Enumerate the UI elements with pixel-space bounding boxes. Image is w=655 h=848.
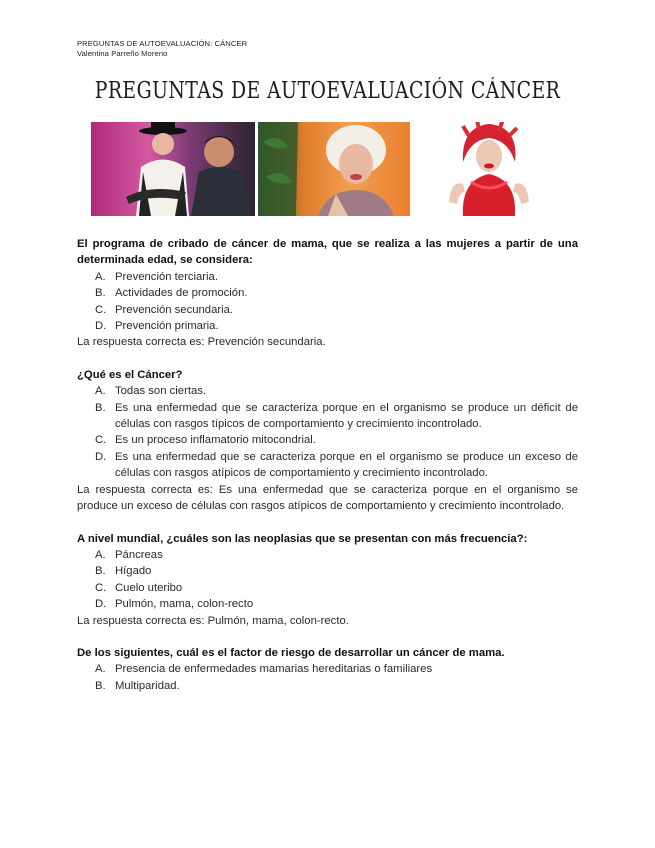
option-1d: D. Prevención primaria. (95, 320, 219, 333)
answer-3: La respuesta correcta es: Pulmón, mama, colon-recto. (77, 614, 349, 627)
question-4: De los siguientes, cuál es el factor de riesgo de desarrollar un cáncer de mama. (77, 646, 505, 659)
options-3 (77, 547, 578, 613)
option-1b: B. Actividades de promoción. (95, 287, 248, 300)
option-3d: D. Pulmón, mama, colon-recto (95, 598, 254, 611)
options-4 (77, 661, 578, 694)
option-3a: A. Páncreas (95, 548, 163, 561)
question-2: ¿Qué es el Cáncer? (77, 368, 183, 381)
question-1: El programa de cribado de cáncer de mama, que se realiza a las mujeres a partir de una determinada edad, se considera: (77, 238, 578, 267)
option-2c: C. Es un proceso inflamatorio mitocondrial. (95, 434, 316, 447)
page-title: PREGUNTAS DE AUTOEVALUACIÓN CÁNCER (94, 78, 561, 104)
question-list (77, 236, 578, 694)
option-3b: B. Hígado (95, 565, 152, 578)
header-title: PREGUNTAS DE AUTOEVALUACIÓN: CÁNCER (77, 39, 248, 48)
option-4a: A. Presencia de enfermedades mamarias hereditarias o familiares (95, 663, 433, 676)
options-2 (77, 383, 578, 481)
photo-2 (258, 122, 410, 216)
option-1a: A. Prevención terciaria. (95, 270, 218, 283)
option-2a: A. Todas son ciertas. (95, 385, 207, 398)
answer-1: La respuesta correcta es: Prevención secundaria. (77, 336, 326, 349)
option-4b: B. Multiparidad. (95, 679, 180, 692)
option-3c: C. Cuelo uteribo (95, 581, 183, 594)
option-2b: B. Es una enfermedad que se caracteriza porque en el organismo se produce un déficit de células con rasgos típicos de comportamiento y crecimiento incontrolado. (95, 401, 578, 431)
photo-1 (91, 122, 255, 216)
option-2d: D. Es una enfermedad que se caracteriza porque en el organismo se produce un exceso de células con rasgos atípicos de comportamiento y crecimiento incontrolado. (95, 450, 578, 480)
photo-3 (413, 122, 565, 216)
document-header (77, 39, 247, 59)
options-1 (77, 269, 578, 335)
header-author: Valentina Parreño Moreno (77, 49, 168, 58)
answer-2: La respuesta correcta es: Es una enfermedad que se caracteriza porque en el organismo se produce un exceso de células con rasgos atípicos de comportamiento y crecimiento incontrolado. (77, 483, 578, 513)
question-3: A nivel mundial, ¿cuáles son las neoplasias que se presentan con más frecuencia?: (77, 532, 528, 545)
option-1c: C. Prevención secundaria. (95, 303, 234, 316)
